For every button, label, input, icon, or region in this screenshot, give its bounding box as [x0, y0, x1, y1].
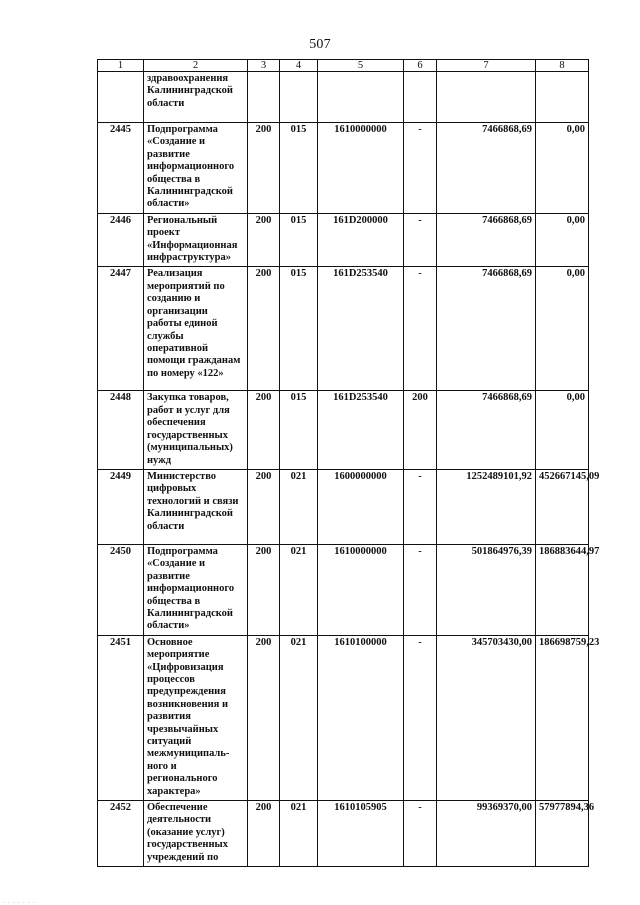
- row-subsection: 015: [280, 391, 318, 469]
- row-name: Закупка товаров, работ и услуг для обеспечения государственных (муниципальных) нужд: [144, 391, 248, 469]
- table-row: [98, 469, 589, 544]
- row-amount-col8: 57977894,36: [536, 801, 589, 867]
- row-section: 200: [248, 544, 280, 635]
- row-name: здравоохранения Калининградской области: [144, 72, 248, 123]
- row-amount-col8: 0,00: [536, 213, 589, 267]
- row-subsection: 021: [280, 544, 318, 635]
- row-expense-type: 200: [404, 391, 437, 469]
- row-target-code: 161D253540: [318, 391, 404, 469]
- page-number: 507: [309, 37, 331, 52]
- row-amount-col7: 7466868,69: [437, 391, 536, 469]
- row-amount-col7: 501864976,39: [437, 544, 536, 635]
- row-amount-col7: 7466868,69: [437, 267, 536, 391]
- col-header-4: 4: [280, 60, 318, 72]
- row-amount-col7: 99369370,00: [437, 801, 536, 867]
- row-amount-col7: [437, 72, 536, 123]
- table-row: [98, 123, 589, 214]
- row-target-code: 161D253540: [318, 267, 404, 391]
- row-amount-col8: 186698759,23: [536, 635, 589, 800]
- row-expense-type: [404, 72, 437, 123]
- col-header-7: 7: [437, 60, 536, 72]
- row-expense-type: -: [404, 544, 437, 635]
- row-subsection: 015: [280, 123, 318, 214]
- row-section: 200: [248, 267, 280, 391]
- row-name: Подпрограмма «Создание и развитие информационного общества в Калининградской области»: [144, 123, 248, 214]
- budget-table: [97, 59, 600, 867]
- row-subsection: 015: [280, 213, 318, 267]
- row-target-code: 1610100000: [318, 635, 404, 800]
- row-number: 2447: [98, 267, 144, 391]
- row-number: 2452: [98, 801, 144, 867]
- row-number: 2446: [98, 213, 144, 267]
- col-header-1: 1: [98, 60, 144, 72]
- row-section: 200: [248, 391, 280, 469]
- row-number: 2451: [98, 635, 144, 800]
- header-row: [98, 60, 589, 72]
- row-expense-type: -: [404, 213, 437, 267]
- row-target-code: [318, 72, 404, 123]
- row-name: Обеспечение деятельности (оказание услуг) государственных учреждений по: [144, 801, 248, 867]
- col-header-6: 6: [404, 60, 437, 72]
- row-section: 200: [248, 123, 280, 214]
- table-row: [98, 72, 589, 123]
- row-amount-col8: 186883644,97: [536, 544, 589, 635]
- row-subsection: [280, 72, 318, 123]
- row-amount-col7: 1252489101,92: [437, 469, 536, 544]
- row-subsection: 015: [280, 267, 318, 391]
- row-number: 2448: [98, 391, 144, 469]
- row-section: [248, 72, 280, 123]
- row-target-code: 1610105905: [318, 801, 404, 867]
- row-expense-type: -: [404, 123, 437, 214]
- table-row: [98, 801, 589, 867]
- col-header-2: 2: [144, 60, 248, 72]
- row-number: [98, 72, 144, 123]
- col-header-5: 5: [318, 60, 404, 72]
- row-number: 2450: [98, 544, 144, 635]
- row-amount-col8: 0,00: [536, 391, 589, 469]
- row-target-code: 1610000000: [318, 544, 404, 635]
- row-number: 2449: [98, 469, 144, 544]
- row-section: 200: [248, 801, 280, 867]
- row-amount-col7: 345703430,00: [437, 635, 536, 800]
- table-row: [98, 391, 589, 469]
- row-expense-type: -: [404, 267, 437, 391]
- row-name: Подпрограмма «Создание и развитие информационного общества в Калининградской области»: [144, 544, 248, 635]
- table-row: [98, 544, 589, 635]
- row-amount-col7: 7466868,69: [437, 123, 536, 214]
- row-section: 200: [248, 635, 280, 800]
- row-section: 200: [248, 469, 280, 544]
- row-expense-type: -: [404, 635, 437, 800]
- row-number: 2445: [98, 123, 144, 214]
- col-header-8: 8: [536, 60, 589, 72]
- table-row: [98, 213, 589, 267]
- row-target-code: 1610000000: [318, 123, 404, 214]
- row-subsection: 021: [280, 469, 318, 544]
- table-row: [98, 635, 589, 800]
- row-expense-type: -: [404, 801, 437, 867]
- row-expense-type: -: [404, 469, 437, 544]
- row-amount-col8: 0,00: [536, 267, 589, 391]
- table-row: [98, 267, 589, 391]
- row-subsection: 021: [280, 801, 318, 867]
- row-amount-col7: 7466868,69: [437, 213, 536, 267]
- row-amount-col8: 452667145,09: [536, 469, 589, 544]
- row-name: Министерство цифровых технологий и связи Калининградской области: [144, 469, 248, 544]
- scan-artifact-mark: . . . . . . .: [3, 899, 36, 905]
- row-name: Реализация мероприятий по созданию и организации работы единой службы оперативной помощи гражданам по номеру «122»: [144, 267, 248, 391]
- row-amount-col8: [536, 72, 589, 123]
- row-name: Основное мероприятие «Цифровизация процессов предупреждения возникновения и развития чрезвычайных ситуаций межмуниципаль-ного и регионального характера»: [144, 635, 248, 800]
- row-amount-col8: 0,00: [536, 123, 589, 214]
- row-name: Региональный проект «Информационная инфраструктура»: [144, 213, 248, 267]
- col-header-3: 3: [248, 60, 280, 72]
- row-section: 200: [248, 213, 280, 267]
- row-target-code: 1600000000: [318, 469, 404, 544]
- row-subsection: 021: [280, 635, 318, 800]
- row-target-code: 161D200000: [318, 213, 404, 267]
